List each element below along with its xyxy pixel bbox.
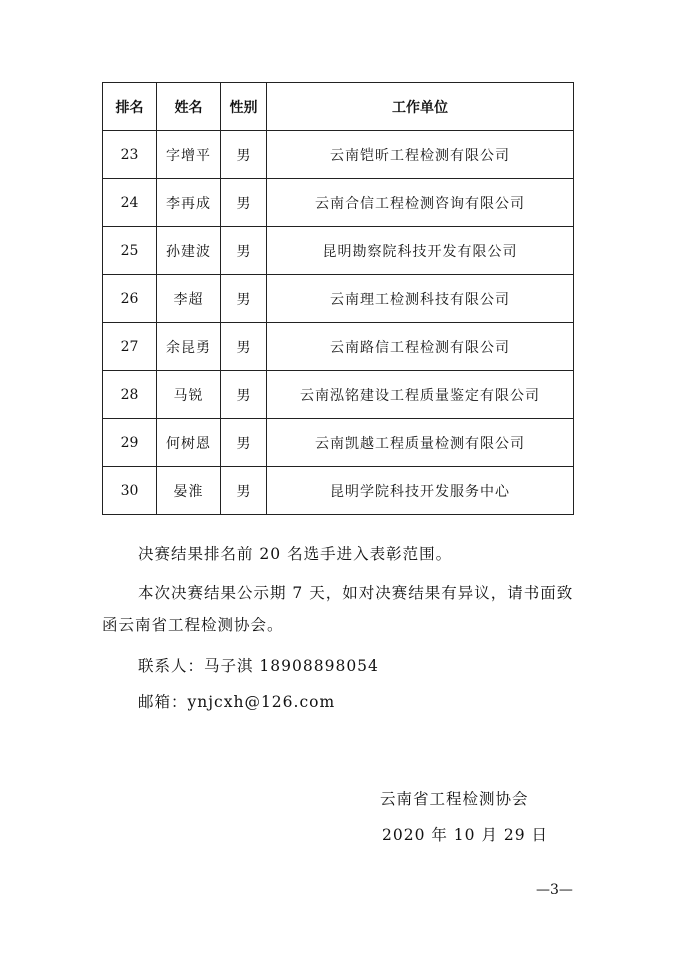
results-table bbox=[102, 82, 574, 515]
cell-rank: 27 bbox=[103, 323, 157, 371]
cell-organization: 昆明学院科技开发服务中心 bbox=[267, 467, 574, 515]
table-row bbox=[103, 419, 574, 467]
cell-name: 余昆勇 bbox=[157, 323, 221, 371]
cell-gender: 男 bbox=[221, 371, 267, 419]
cell-rank: 24 bbox=[103, 179, 157, 227]
cell-gender: 男 bbox=[221, 179, 267, 227]
cell-rank: 23 bbox=[103, 131, 157, 179]
table-row bbox=[103, 371, 574, 419]
note-top20: 决赛结果排名前 20 名选手进入表彰范围。 bbox=[138, 545, 453, 563]
cell-name: 马锐 bbox=[157, 371, 221, 419]
contact-line: 联系人：马子淇 18908898054 bbox=[138, 657, 379, 675]
table-row bbox=[103, 131, 574, 179]
cell-name: 晏淮 bbox=[157, 467, 221, 515]
cell-organization: 云南理工检测科技有限公司 bbox=[267, 275, 574, 323]
header-rank: 排名 bbox=[103, 83, 157, 131]
cell-name: 李再成 bbox=[157, 179, 221, 227]
page-number: —3— bbox=[536, 882, 573, 898]
table-row bbox=[103, 323, 574, 371]
header-gender: 性别 bbox=[221, 83, 267, 131]
cell-name: 字增平 bbox=[157, 131, 221, 179]
cell-rank: 25 bbox=[103, 227, 157, 275]
cell-gender: 男 bbox=[221, 227, 267, 275]
cell-organization: 云南铠昕工程检测有限公司 bbox=[267, 131, 574, 179]
cell-gender: 男 bbox=[221, 131, 267, 179]
table-row bbox=[103, 227, 574, 275]
cell-rank: 28 bbox=[103, 371, 157, 419]
cell-gender: 男 bbox=[221, 467, 267, 515]
cell-name: 李超 bbox=[157, 275, 221, 323]
email-line: 邮箱：ynjcxh@126.com bbox=[138, 693, 336, 711]
cell-name: 孙建波 bbox=[157, 227, 221, 275]
header-organization: 工作单位 bbox=[267, 83, 574, 131]
cell-organization: 云南凯越工程质量检测有限公司 bbox=[267, 419, 574, 467]
cell-rank: 29 bbox=[103, 419, 157, 467]
header-name: 姓名 bbox=[157, 83, 221, 131]
table-row bbox=[103, 179, 574, 227]
cell-rank: 26 bbox=[103, 275, 157, 323]
table-row bbox=[103, 467, 574, 515]
table-header-row bbox=[103, 83, 574, 131]
cell-organization: 昆明勘察院科技开发有限公司 bbox=[267, 227, 574, 275]
cell-gender: 男 bbox=[221, 275, 267, 323]
cell-gender: 男 bbox=[221, 323, 267, 371]
cell-organization: 云南合信工程检测咨询有限公司 bbox=[267, 179, 574, 227]
cell-organization: 云南泓铭建设工程质量鉴定有限公司 bbox=[267, 371, 574, 419]
signature-organization: 云南省工程检测协会 bbox=[380, 790, 529, 808]
signature-date: 2020 年 10 月 29 日 bbox=[382, 826, 549, 844]
cell-organization: 云南路信工程检测有限公司 bbox=[267, 323, 574, 371]
cell-rank: 30 bbox=[103, 467, 157, 515]
cell-gender: 男 bbox=[221, 419, 267, 467]
cell-name: 何树恩 bbox=[157, 419, 221, 467]
table-row bbox=[103, 275, 574, 323]
note-publicity: 本次决赛结果公示期 7 天，如对决赛结果有异议，请书面致函云南省工程检测协会。 bbox=[102, 584, 574, 634]
